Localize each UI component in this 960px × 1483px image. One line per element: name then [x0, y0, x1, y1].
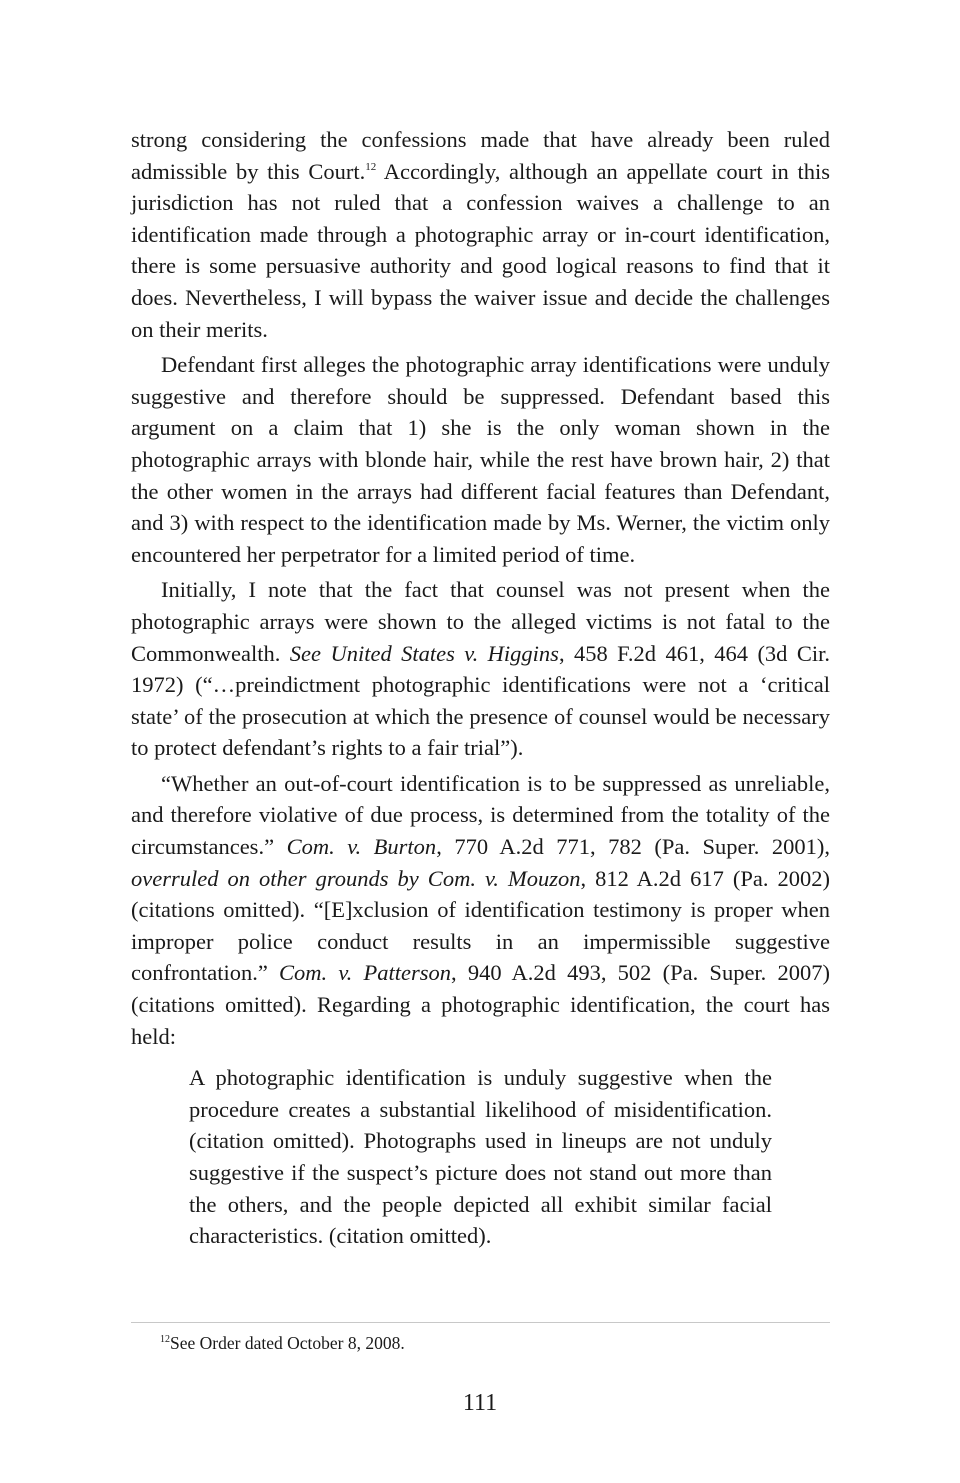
paragraph-1 [131, 124, 830, 345]
paragraph-4-text-b: , 770 A.2d 771, 782 (Pa. Super. 2001), [436, 834, 831, 860]
paragraph-3 [131, 574, 830, 764]
footnote-reference: 12 [365, 160, 377, 173]
paragraph-2: Defendant first alleges the photographic array identifications were unduly suggestive and therefore should be suppressed. Defendant based this argument on a claim that 1) she is the only woman shown in the photographic arrays with blonde hair, while the rest have brown hair, 2) that the other women in the arrays had different facial features than Defendant, and 3) with respect to the identification made by Ms. Werner, the victim only encountered her perpetrator for a limited period of time. [131, 352, 830, 567]
paragraph-4-text-d: , 940 A.2d 493, 502 (Pa. Super. 2007) (citations omitted). Regarding a photographic identification, the court has held: [131, 960, 830, 1049]
footnote-divider [131, 1322, 830, 1323]
citation-burton: Com. v. Burton [286, 834, 437, 860]
paragraph-4 [131, 768, 830, 1052]
page-number: 111 [462, 1390, 498, 1416]
footnote [160, 1333, 405, 1354]
paragraph-3-text-a: Initially, I note that the fact that counsel was not present when the photographic arrays were shown to the alleged victims is not fatal to the Commonwealth. [131, 577, 830, 666]
paragraph-3-text-b: , 458 F.2d 461, 464 (3d Cir. 1972) (“…preindictment photographic identifications were not a ‘critical state’ of the prosecution at which the presence of counsel would be necessary to protect defendant’s rights to a fair trial”). [131, 640, 831, 761]
document-body [131, 124, 830, 1252]
block-quote: A photographic identification is unduly suggestive when the procedure creates a substantial likelihood of misidentification. (citation omitted). Photographs used in lineups are not unduly suggestive if the suspect’s picture does not stand out more than the others, and the people depicted all exhibit similar facial characteristics. (citation omitted). [189, 1065, 772, 1249]
footnote-number: 12 [160, 1334, 170, 1345]
citation-patterson: Com. v. Patterson [279, 960, 451, 986]
citation-mouzon: overruled on other grounds by Com. v. Mouzon [131, 865, 581, 891]
paragraph-4-text-c: , 812 A.2d 617 (Pa. 2002) (citations omitted). “[E]xclusion of identification testimony is proper when improper police conduct results in an impermissible suggestive confrontation.” [131, 865, 830, 986]
footnote-text: See Order dated October 8, 2008. [170, 1333, 405, 1353]
citation-higgins: See United States v. Higgins [289, 640, 559, 666]
paragraph-4-text-a: “Whether an out-of-court identification is to be suppressed as unreliable, and therefore violative of due process, is determined from the totality of the circumstances.” [131, 770, 830, 860]
paragraph-1-text-a: strong considering the confessions made that have already been ruled admissible by this Court. [131, 127, 830, 184]
paragraph-1-text-b: Accordingly, although an appellate court in this jurisdiction has not ruled that a confession waives a challenge to an identification made through a photographic array or in-court identification, there is some persuasive authority and good logical reasons to find that it does. Nevertheless, I will bypass the waiver issue and decide the challenges on their merits. [131, 158, 830, 342]
